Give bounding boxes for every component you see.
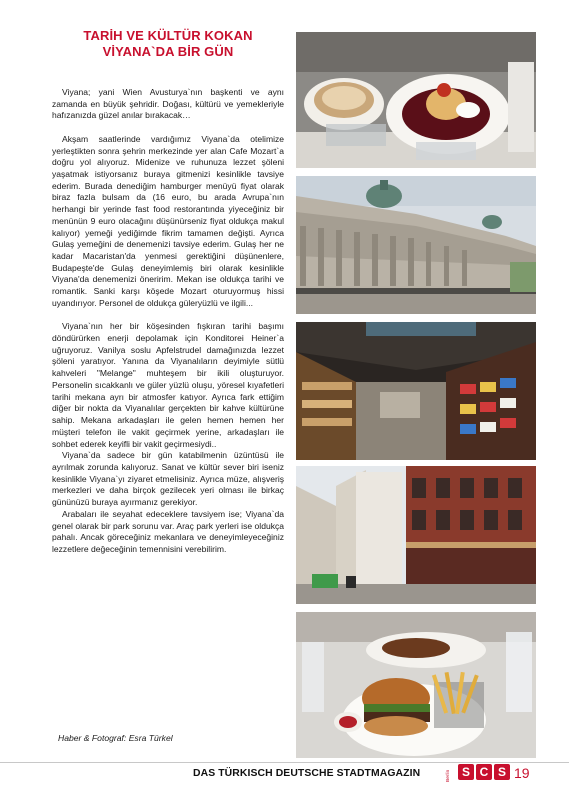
burger-meal-photo — [296, 612, 536, 758]
article-paragraph-5: Arabaları ile seyahat edeceklere tavsiyem ise; Viyana`da genel olarak bir park sorunu var. Araç park yerleri ise oldukça pahalı. Ancak göreceğiniz mekanlara ve deneyimleyeceğiniz lezzetlere değeceğinin temennisini verebilirim. — [52, 508, 284, 554]
article-paragraph-1: Viyana; yani Wien Avusturya`nın başkenti ve aynı zamanda en büyük şehridir. Doğası, kültürü ve yemekleriyle hafızanızda güzel anılar bırakacak… — [52, 87, 284, 121]
cafe-dessert-photo — [296, 32, 536, 168]
logo-letter-3: S — [494, 764, 510, 780]
article-title — [52, 28, 284, 60]
scs-logo — [458, 764, 510, 780]
article-title-line-1: TARİH VE KÜLTÜR KOKAN — [83, 28, 253, 43]
article-paragraph-2: Akşam saatlerinde vardığımız Viyana`da otelimize yerleştikten sonra şehrin merkezinde yer alan Cafe Mozart`a doğru yol alıyoruz. Midenize ve ruhunuza lezzet şöleni yaşatmak istiyorsanız buraya gitmenizi kesinlikle tavsiye ederim. Burada denediğim hamburger menüyü fiyat olarak biraz fazla bulsam da (16 euro, bu arada Avrupa`nın herhangi bir yerinde fast food restorantında yiyeceğiniz bir menünün 9 euro olacağını düşünürseniz fiyat oldukça makul kalıyor) yemeği yediğimde fikrim tamamen değişti. Ayrıca Gulaş yemeğini de denemenizi tavsiye ederim. Gulaş her ne kadar Macaristan'da yenmesi gerektiğini düşünenlere, Budapeşte'de Gulaş deneyimlemiş biri olarak kesinlikle Viyana'da denemenizi öneririm. Mekan ise oldukça tarihi ve romantik. Sanki karşı köşede Mozart oturuyormuş hissi uyandırıyor. Personel de oldukça güleryüzlü ve ilgili... — [52, 133, 284, 308]
logo-letter-1: S — [458, 764, 474, 780]
article-paragraph-3: Viyana`nın her bir köşesinden fışkıran tarihi başımı döndürürken enerji depolamak için Konditorei Heiner`a uğruyoruz. Vanilya soslu Apfelstrudel damağınızda lezzet şöleni yaratıyor. Yanına da Viyanalıların deyimiyle sütlü kahveleri "Melange" muhteşem bir ikili oluşturuyor. Personelin sıcakkanlı ve güler yüzlü oluşu, yöresel kıyafetleri tarihi mekana ayrı bir atmosfer katıyor. Ayrıca fark ettiğim diğer bir nokta da Viyanalılar gerçekten bir kahve kültürüne sahip. Mekana arkadaşları ile gelen hemen hemen her müşteri telefon ile vakit geçirmek yerine, arkadaşları ile sohbet ederek keyifli bir vakit geçirmesiydi.. — [52, 321, 284, 449]
page-number: 19 — [514, 765, 530, 781]
article-title-line-2: VİYANA`DA BİR GÜN — [102, 44, 234, 59]
shop-interior-photo — [296, 322, 536, 460]
footer-rule — [0, 762, 569, 763]
vienna-street-photo — [296, 466, 536, 604]
logo-letter-2: C — [476, 764, 492, 780]
article-body — [52, 87, 284, 556]
palace-photo — [296, 176, 536, 314]
article-paragraph-4: Viyana`da sadece bir gün katabilmenin üzüntüsü ile ayrılmak zorunda kalıyoruz. Sanat ve kültür sever biri iseniz kesinlikle Viyana`yı ziyaret etmelisiniz. Ayrıca müze, alışveriş merkezleri ve daha birçok gezilecek yeri olması ile birkaç gününüzü buraya ayırmanız gerekiyor. — [52, 450, 284, 508]
photo-credit: Haber & Fotograf: Esra Türkel — [58, 733, 173, 743]
city-tag: Berlin — [446, 769, 451, 782]
magazine-name: DAS TÜRKISCH DEUTSCHE STADTMAGAZIN — [193, 768, 421, 779]
